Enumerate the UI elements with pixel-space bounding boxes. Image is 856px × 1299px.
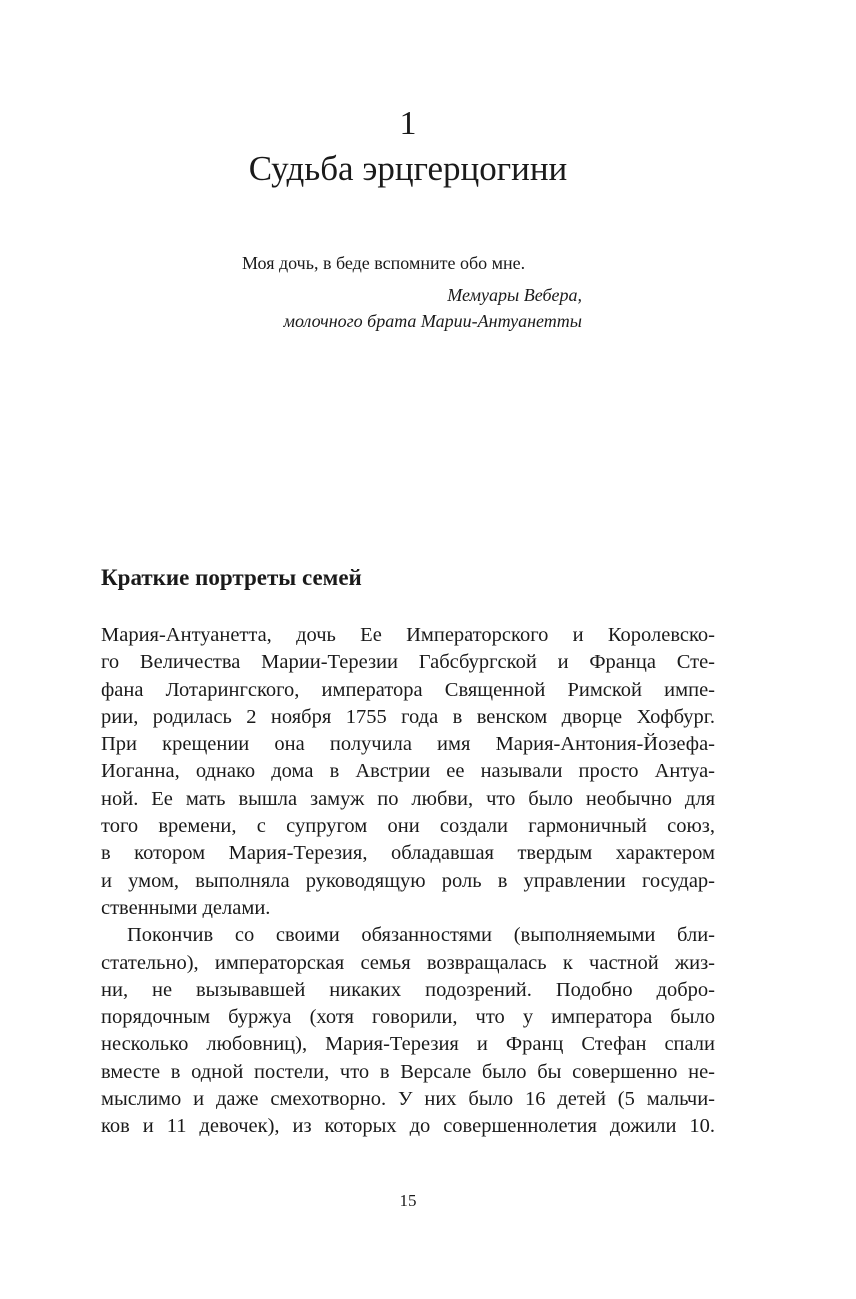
body-line: рии, родилась 2 ноября 1755 года в венском дворце Хофбург. xyxy=(101,705,715,728)
body-line: Мария-Антуанетта, дочь Ее Императорского и Королевско- xyxy=(101,624,715,646)
epigraph-source-line-1: Мемуары Вебера, xyxy=(447,285,582,305)
body-line: в котором Мария-Терезия, обладавшая твердым характером xyxy=(101,842,715,865)
body-line: го Величества Марии-Терезии Габсбургской и Франца Сте- xyxy=(101,651,715,674)
body-line: того времени, с супругом они создали гармоничный союз, xyxy=(101,815,715,838)
page-number: 15 xyxy=(399,1191,417,1210)
body-line: Покончив со своими обязанностями (выполняемыми бли- xyxy=(127,924,715,947)
body-line: вместе в одной постели, что в Версале было бы совершенно не- xyxy=(101,1060,715,1083)
body-line: фана Лотарингского, императора Священной Римской импе- xyxy=(101,678,715,701)
body-line: ков и 11 девочек), из которых до совершеннолетия дожили 10. xyxy=(101,1115,715,1138)
body-line: и умом, выполняла руководящую роль в управлении государ- xyxy=(101,869,715,892)
body-line: стательно), императорская семья возвращалась к частной жиз- xyxy=(101,951,715,974)
chapter-title: Судьба эрцгерцогини xyxy=(248,149,568,188)
body-line: ственными делами. xyxy=(101,896,271,919)
body-line: мыслимо и даже смехотворно. У них было 16 детей (5 мальчи- xyxy=(101,1088,715,1111)
body-line: несколько любовниц), Мария-Терезия и Франц Стефан спали xyxy=(101,1033,715,1056)
body-text xyxy=(101,622,715,1141)
chapter-number: 1 xyxy=(399,105,417,142)
epigraph-source-line-2: молочного брата Марии-Антуанетты xyxy=(283,311,582,331)
body-line: Иоганна, однако дома в Австрии ее называли просто Антуа- xyxy=(101,760,715,783)
epigraph xyxy=(242,250,582,334)
body-line: порядочным буржуа (хотя говорили, что у императора было xyxy=(101,1006,715,1029)
body-line: ни, не вызывавшей никаких подозрений. Подобно добро- xyxy=(101,978,715,1001)
section-heading: Краткие портреты семей xyxy=(101,565,362,590)
epigraph-quote: Моя дочь, в беде вспомните обо мне. xyxy=(242,253,526,273)
body-line: При крещении она получила имя Мария-Антония-Йозефа- xyxy=(101,733,715,756)
body-line: ной. Ее мать вышла замуж по любви, что было необычно для xyxy=(101,787,715,810)
